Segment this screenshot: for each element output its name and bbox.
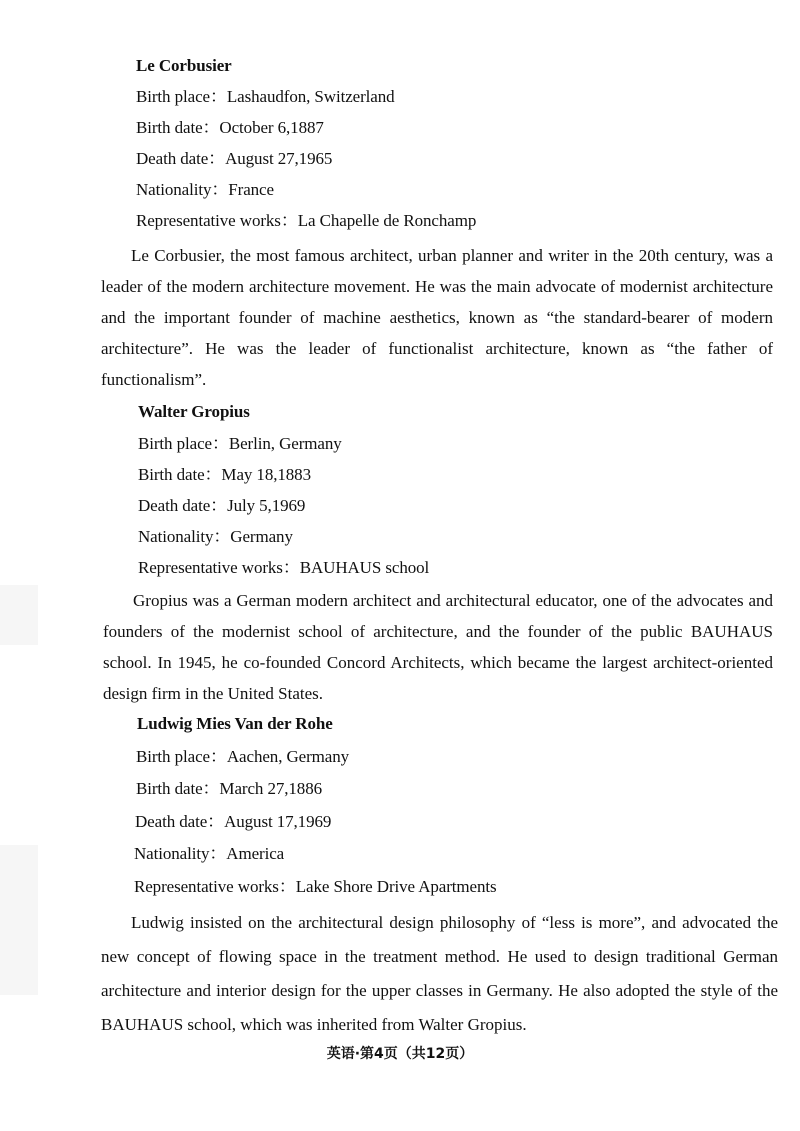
description-text: Ludwig insisted on the architectural design philosophy of “less is more”, and advocated the new concept of flowing space in the treatment method. He used to design traditional German architecture and interior design for the upper classes in Germany. He also adopted the style of the BAUHAUS school, which was inherited from Walter Gropius. <box>101 913 778 1034</box>
field-nationality <box>138 526 293 548</box>
field-separator: ： <box>204 465 222 484</box>
field-separator: ： <box>209 844 227 863</box>
architect-description <box>101 906 778 1042</box>
field-value: August 27,1965 <box>225 149 333 168</box>
architect-description <box>103 585 773 709</box>
field-label: Birth place <box>138 434 212 453</box>
field-value: July 5,1969 <box>227 496 306 515</box>
page-footer: 英语·第4页（共12页） <box>326 1046 474 1062</box>
field-birth-date <box>136 117 324 139</box>
scan-artifact <box>0 585 38 645</box>
field-label: Representative works <box>136 211 281 230</box>
architect-description <box>101 240 773 395</box>
field-value: Lashaudfon, Switzerland <box>226 87 395 106</box>
field-death-date <box>138 495 305 517</box>
field-label: Representative works <box>134 877 279 896</box>
architect-name: Le Corbusier <box>136 56 232 75</box>
field-value: March 27,1886 <box>219 779 322 798</box>
field-birth-date <box>138 464 311 486</box>
field-value: August 17,1969 <box>224 812 332 831</box>
field-separator: ： <box>207 812 225 831</box>
field-separator: ： <box>209 747 227 766</box>
field-nationality <box>136 179 274 201</box>
field-label: Nationality <box>136 180 212 199</box>
field-nationality <box>134 843 284 865</box>
field-label: Birth place <box>136 747 210 766</box>
field-value: Lake Shore Drive Apartments <box>295 877 497 896</box>
field-label: Birth date <box>136 118 203 137</box>
field-value: October 6,1887 <box>219 118 324 137</box>
field-separator: ： <box>211 434 229 453</box>
description-text: Le Corbusier, the most famous architect, urban planner and writer in the 20th century, was a leader of the modern architecture movement. He was the main advocate of modernist architecture and the important founder of machine aesthetics, known as “the standard-bearer of modern architecture”. He was the leader of functionalist architecture, known as “the father of functionalism”. <box>101 246 773 389</box>
field-death-date <box>135 811 331 833</box>
field-label: Nationality <box>134 844 210 863</box>
field-value: Germany <box>230 527 293 546</box>
field-label: Birth date <box>136 779 203 798</box>
field-separator: ： <box>209 87 227 106</box>
field-label: Death date <box>138 496 211 515</box>
field-value: America <box>226 844 285 863</box>
architect-name: Ludwig Mies Van der Rohe <box>137 714 333 733</box>
field-value: May 18,1883 <box>221 465 311 484</box>
field-representative-works <box>134 876 497 898</box>
description-text: Gropius was a German modern architect and architectural educator, one of the advocates and founders of the modernist school of architecture, and the founder of the public BAUHAUS school. In 1945, he co-founded Concord Architects, which became the largest architect-oriented design firm in the United States. <box>103 591 773 703</box>
field-value: Aachen, Germany <box>226 747 350 766</box>
field-separator: ： <box>202 779 220 798</box>
field-death-date <box>136 148 332 170</box>
field-representative-works <box>138 557 429 579</box>
field-separator: ： <box>278 877 296 896</box>
field-label: Nationality <box>138 527 214 546</box>
field-representative-works <box>136 210 476 232</box>
field-value: La Chapelle de Ronchamp <box>297 211 477 230</box>
field-label: Death date <box>135 812 208 831</box>
field-birth-date <box>136 778 322 800</box>
field-birth-place <box>136 86 395 108</box>
field-separator: ： <box>208 149 226 168</box>
field-value: BAUHAUS school <box>299 558 430 577</box>
field-label: Birth date <box>138 465 205 484</box>
field-separator: ： <box>282 558 300 577</box>
field-separator: ： <box>211 180 229 199</box>
field-value: Berlin, Germany <box>228 434 342 453</box>
field-birth-place <box>136 746 349 768</box>
field-label: Representative works <box>138 558 283 577</box>
field-separator: ： <box>202 118 220 137</box>
field-separator: ： <box>280 211 298 230</box>
field-label: Death date <box>136 149 209 168</box>
architect-name: Walter Gropius <box>138 402 250 421</box>
scan-artifact <box>0 845 38 995</box>
field-separator: ： <box>210 496 228 515</box>
field-birth-place <box>138 433 342 455</box>
field-label: Birth place <box>136 87 210 106</box>
field-value: France <box>228 180 274 199</box>
field-separator: ： <box>213 527 231 546</box>
